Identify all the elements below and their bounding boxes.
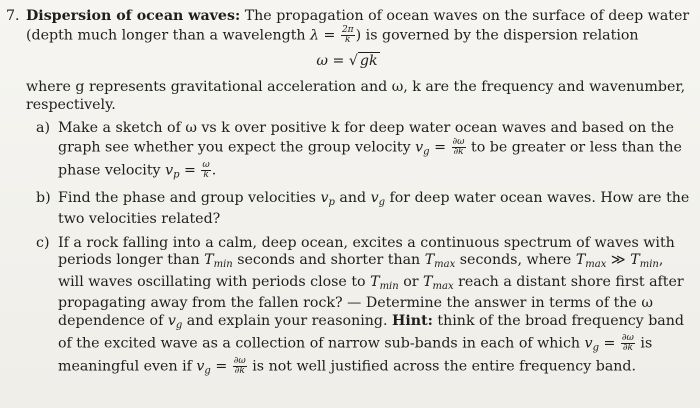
frac-num: 2π — [341, 24, 354, 35]
eq-sign: = — [179, 162, 201, 178]
vg-subscript: g — [378, 196, 385, 208]
vg-subscript: g — [204, 365, 211, 377]
vp-subscript: p — [328, 196, 335, 208]
sqrt — [349, 53, 380, 71]
min-subscript: min — [639, 259, 659, 270]
min-subscript: min — [379, 280, 399, 292]
problem-intro — [26, 8, 690, 45]
max-subscript: max — [585, 259, 607, 270]
eq-sign: = — [598, 335, 620, 352]
vg-subscript: g — [423, 146, 430, 157]
frac-dw-dk — [233, 357, 247, 376]
max-subscript: max — [434, 259, 456, 270]
part-b — [36, 190, 690, 229]
much-greater: ≫ — [606, 252, 631, 268]
or-text: or — [398, 273, 424, 290]
vp-symbol: v — [320, 189, 329, 206]
part-c-text-1: If a rock falling into a calm, deep ocean, excites a continuous spectrum of waves with periods longer than — [58, 234, 675, 268]
period: . — [211, 162, 217, 178]
vg-symbol: v — [167, 312, 176, 329]
T-symbol: T — [370, 273, 380, 290]
hint-label: Hint: — [392, 312, 433, 329]
part-c-text-9: is not well justified across the entire frequency band. — [247, 358, 637, 375]
problem-title: Dispersion of ocean waves: — [26, 8, 241, 24]
part-a-text-1: Make a sketch of ω vs k over positive k for deep water ocean waves and based on the graph see whether you expect the group velocity — [58, 120, 675, 155]
dispersion-equation — [6, 53, 690, 71]
part-c-text-8: is meaningful even if — [58, 335, 653, 375]
vp-subscript: p — [173, 169, 180, 180]
min-subscript: min — [213, 259, 233, 270]
part-c-text-3: seconds, where — [455, 252, 576, 268]
frac-dw-dk — [621, 334, 635, 353]
part-c-text-6: and explain your reasoning. — [182, 312, 393, 329]
vg-subscript: g — [592, 342, 599, 354]
intro-text-1: The propagation of ocean waves on the surface of deep water (depth much longer than a wavelength — [26, 8, 690, 43]
intro-text-2: ) is governed by the dispersion relation — [355, 27, 639, 43]
part-label: c) — [36, 234, 50, 251]
T-symbol: T — [204, 252, 214, 268]
part-label: b) — [36, 189, 51, 206]
part-a-text-2: to be greater or less than the phase velocity — [58, 139, 682, 178]
after-equation-text: where g represents gravitational acceleration and ω, k are the frequency and wavenumber, respectively. — [26, 79, 686, 113]
part-b-text — [58, 190, 690, 229]
T-symbol: T — [424, 252, 435, 268]
max-subscript: max — [432, 280, 454, 292]
part-c-text-7: think of the broad frequency band of the excited wave as a collection of narrow sub-bands in each of which — [58, 312, 684, 352]
problem-7 — [6, 8, 690, 386]
T-symbol: T — [423, 273, 433, 290]
frac-num: ∂ω — [621, 333, 634, 343]
frac-den: ∂k — [622, 343, 633, 353]
frac-den: k — [203, 169, 209, 180]
lambda-eq: λ = — [310, 27, 340, 43]
part-a-text — [58, 120, 690, 184]
part-c-text — [58, 235, 690, 381]
T-symbol: T — [630, 252, 640, 268]
radicand: gk — [359, 52, 378, 69]
problem-header — [6, 8, 690, 45]
vp-symbol: v — [165, 162, 174, 178]
sqrt-sign: √ — [348, 52, 358, 69]
frac-den: ∂k — [453, 146, 464, 157]
frac-num: ∂ω — [233, 356, 246, 366]
vg-symbol: v — [196, 358, 205, 375]
vg-subscript: g — [175, 319, 183, 331]
part-c-text-5: reach a distant shore first after propagating away from the fallen rock? — Determine the answer in terms of the ω dependence of — [58, 273, 684, 329]
vg-symbol: v — [415, 139, 424, 155]
parts-list — [36, 120, 690, 380]
part-a — [36, 120, 690, 184]
frac-den: k — [345, 34, 351, 45]
part-b-text-1: Find the phase and group velocities — [58, 189, 321, 206]
part-label: a) — [36, 120, 50, 136]
part-c — [36, 235, 690, 381]
frac-num: ω — [202, 159, 210, 170]
eq-sign: = — [210, 358, 232, 375]
T-symbol: T — [575, 252, 586, 268]
eq-sign: = — [429, 139, 451, 155]
frac-den: ∂k — [234, 366, 245, 376]
vg-symbol: v — [584, 335, 593, 352]
vg-symbol: v — [370, 189, 379, 206]
frac-num: ∂ω — [452, 136, 465, 147]
part-c-text-4: , will waves oscillating with periods close to — [58, 252, 664, 290]
equation-lhs: ω = — [316, 52, 349, 69]
part-c-text-2: seconds and shorter than — [232, 252, 425, 268]
frac-w-k — [201, 161, 210, 180]
frac-2pi-over-k — [341, 26, 355, 45]
problem-number: 7. — [6, 8, 20, 24]
frac-dw-dk — [452, 138, 466, 157]
and-text: and — [334, 189, 371, 206]
part-b-text-2: for deep water ocean waves. How are the two velocities related? — [58, 189, 690, 227]
